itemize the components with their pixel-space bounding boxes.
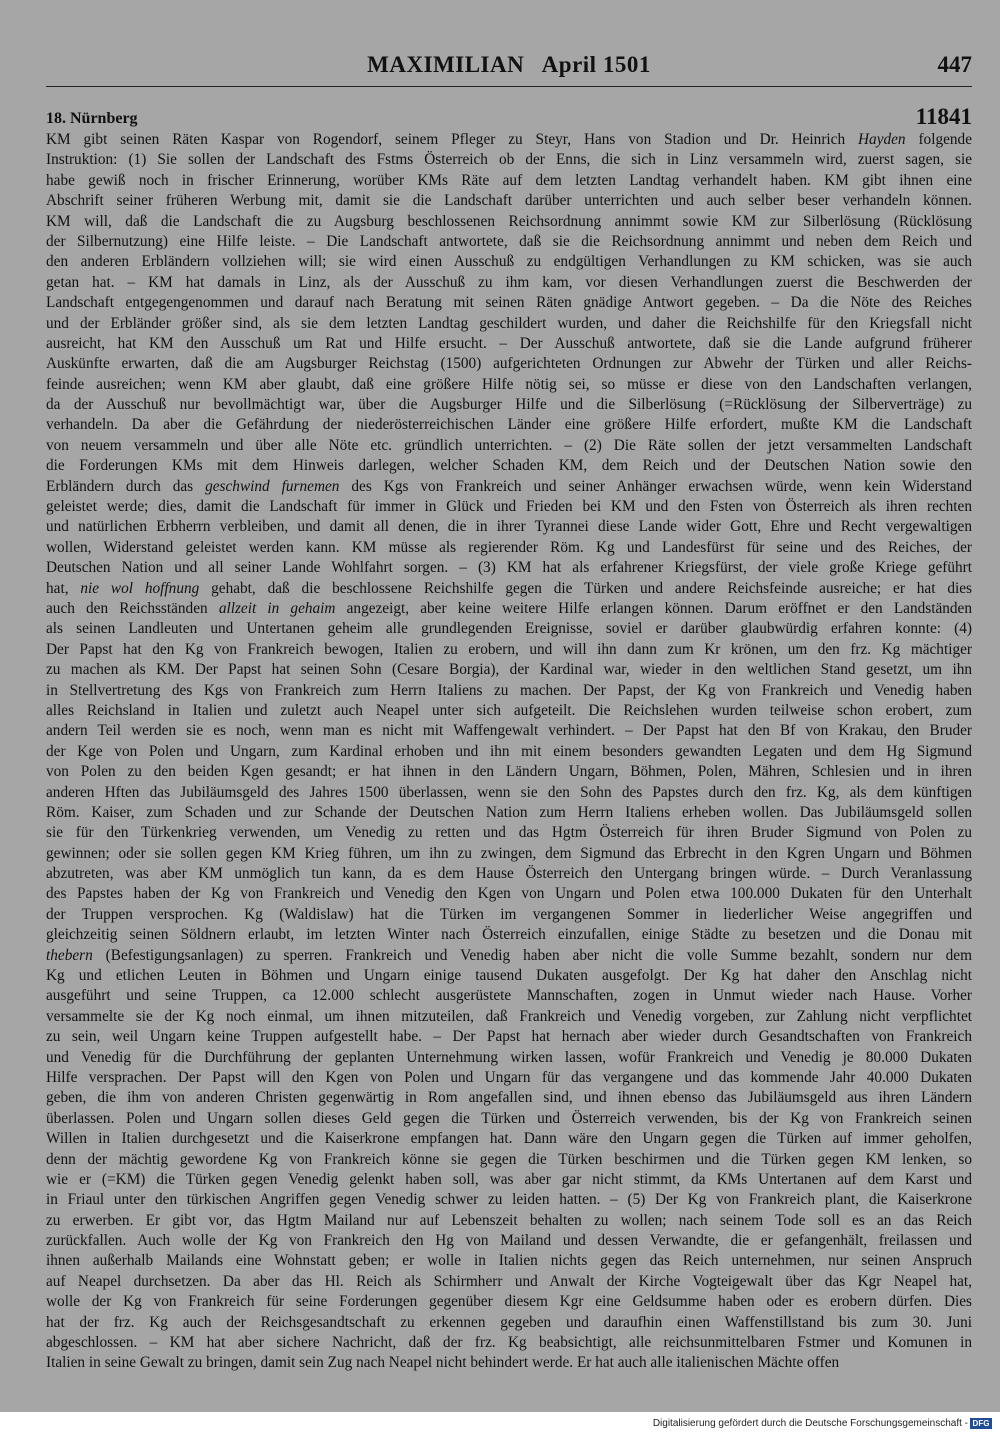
text-line-content: und der Erbländer größer sind, als sie dem letzten Landtag geschildert wurden, und daher die Reichshilfe für den Kriegsfall nicht: [46, 314, 972, 332]
text-line: [46, 273, 972, 293]
text-line: [46, 742, 972, 762]
text-line-continuation: folgende: [905, 131, 972, 148]
text-line: [46, 619, 972, 639]
text-line-content: anderen Hften das Jubiläumsgeld des Jahres 1500 überlassen, wenn sie den Sohn des Papstes durch den frz. Kg, als dem künftigen: [46, 783, 972, 801]
text-line: [46, 1292, 972, 1312]
text-line: [46, 721, 972, 741]
text-line-content: zu sein, weil Ungarn keine Truppen aufgestellt habe. – Der Papst hat hernach aber wieder durch Gesandtschaften von Frankreich: [46, 1028, 972, 1046]
text-line: [46, 517, 972, 537]
text-line-content: wie er (=KM) die Türken gegen Venedig gelenkt haben soll, was aber gar nicht stimmt, da KMs Untertanen auf dem Karst und: [46, 1170, 972, 1188]
text-line: [46, 1251, 972, 1271]
text-line-content: geben, die ihm von anderen Christen gegenwärtig in Rom angefallen sind, und ihnen ebenso das Jubiläumsgeld aus ihren Ländern: [46, 1089, 972, 1107]
entry-heading: [46, 104, 972, 132]
text-line-content: und Venedig für die Durchführung der geplanten Unternehmung wirken lassen, wofür Frankreich und Venedig je 80.000 Dukaten: [46, 1048, 972, 1066]
text-line: [46, 150, 972, 170]
dfg-logo: DFG: [970, 1418, 992, 1429]
text-line: [46, 884, 972, 904]
text-line: [46, 640, 972, 660]
text-line-content: Erbländern durch das: [46, 477, 206, 495]
text-line-content: der Silbernutzung) eine Hilfe leiste. – Die Landschaft antwortete, daß sie die Reichsordnung annimmt und neben dem Reich und: [46, 232, 972, 250]
text-line: [46, 1150, 972, 1170]
text-line: [46, 171, 972, 191]
text-line: [46, 477, 972, 497]
text-line-content: zu machen als KM. Der Papst hat seinen Sohn (Cesare Borgia), der Kardinal war, wieder in den weltlichen Stand gesetzt, um ihn: [46, 661, 972, 679]
text-line: [46, 1109, 972, 1129]
text-line: [46, 986, 972, 1006]
text-line-content: Abschrift seiner früheren Werbung mit, damit sie die Landschaft darüber unterrichten und auch selber beser verhandeln können.: [46, 192, 972, 210]
text-line-content: habe gewiß noch in frischer Erinnerung, worüber KMs Räte auf dem letzten Landtag verhandelt haben. KM gibt ihnen eine: [46, 171, 972, 189]
footer-credit: Digitalisierung gefördert durch die Deutsche Forschungsgemeinschaft -: [652, 1418, 968, 1429]
text-line-content: Kg und etlichen Leuten in Böhmen und Ungarn einige tausend Dukaten ausgefolgt. Der Kg hat daher den Anschlag nicht: [46, 967, 972, 985]
text-line-content: wolle der Kg von Frankreich für seine Forderungen gegenüber diesem Kgr eine Geldsumme haben oder es erobern dürfen. Dies: [46, 1293, 972, 1311]
text-line: [46, 579, 972, 599]
entry-body-text: [46, 130, 972, 1374]
text-line-content: gleichzeitig seinen Söldnern erlaubt, im letzten Winter nach Österreich einzufallen, einige Städte zu besetzen und die Donau mit: [46, 926, 972, 944]
text-line: [46, 966, 972, 986]
text-line: [46, 252, 972, 272]
text-line: [46, 823, 972, 843]
text-line-content: von Polen zu den beiden Kgen gesandt; er hat ihnen in den Ländern Ungarn, Böhmen, Polen, Mähren, Schlesien und in ihren: [46, 763, 972, 781]
text-line: [46, 130, 972, 150]
text-line: [46, 844, 972, 864]
text-line: [46, 1353, 972, 1373]
text-line-content: verhandeln. Da aber die Gefährdung der niederösterreichischen Länder eine größere Hilfe erfordert, mußte KM die Landschaft: [46, 416, 972, 434]
text-line-content: der Kge von Polen und Ungarn, zum Kardinal erhoben und ihn mit einem besonders gewandten Legaten und dem Hg Sigmund: [46, 742, 972, 760]
text-line: [46, 762, 972, 782]
text-line-content: Der Papst hat den Kg von Frankreich bewogen, Italien zu erobern, und will ihn dann zum Kr krönen, um den frz. Kg mächtiger: [46, 640, 972, 658]
text-line: [46, 191, 972, 211]
text-line: [46, 1170, 972, 1190]
text-line: [46, 1027, 972, 1047]
text-line-content: denn der mächtig gewordene Kg von Frankreich könne sie gegen die Türken beschirmen und die Türken gegen KM lenken, so: [46, 1150, 972, 1168]
text-line-content: Auskünfte erwarten, daß die am Augsburger Reichstag (1500) aufgerichteten Ordnungen zur Abwehr der Türken und aller Reichs-: [46, 355, 972, 373]
text-line-content: den anderen Erbländern vollziehen will; sie wird einen Ausschuß zu endgültigen Verhandlungen zu KM schicken, was sie auch: [46, 253, 972, 271]
text-line-content: als seinen Landleuten und Untertanen geheim alle grundlegenden Ereignisse, soviel er darüber glaubwürdig erfahren konnte: (4): [46, 620, 972, 638]
text-line: [46, 395, 972, 415]
text-line-content: hat,: [46, 579, 81, 597]
text-line-content: Landschaft entgegengenommen und darauf nach Beratung mit seinen Räten gnädige Antwort gegeben. – Da die Nöte des Reiches: [46, 294, 972, 312]
text-line-content: versammelte sie der Kg noch einmal, um ihnen mitzuteilen, daß Frankreich und Venedig vorgeben, zur Zahlung nicht verpflichtet: [46, 1007, 972, 1025]
text-line-content: zu erwerben. Er gibt vor, das Hgtm Mailand nur auf Lebenszeit behalten zu wollen; nach seinem Tode soll es an das Reich: [46, 1211, 972, 1229]
text-line: [46, 1333, 972, 1353]
entry-place-date: 18. Nürnberg: [46, 110, 138, 127]
text-line-content: von neuem versammeln und über alle Nöte etc. gründlich unterrichten. – (2) Die Räte sollen der jetzt versammelten Landschaft: [46, 436, 972, 454]
text-line: [46, 375, 972, 395]
text-line-content: getan hat. – KM hat damals in Linz, als der Ausschuß zu ihm kam, vor diesen Verhandlungen zuerst die Beschwerden der: [46, 273, 972, 291]
text-line-content: abgeschlossen. – KM hat aber sichere Nachricht, daß der frz. Kg beabsichtigt, alle reichsunmittelbaren Fstmer und Komunen in: [46, 1334, 972, 1352]
text-line: [46, 946, 972, 966]
italic-quote: allzeit in gehaim: [218, 599, 336, 617]
text-line: [46, 1129, 972, 1149]
text-line: [46, 354, 972, 374]
text-line: [46, 660, 972, 680]
text-line: [46, 701, 972, 721]
text-line-content: feinde ausreichen; wenn KM aber glaubt, daß eine größere Hilfe nötig sei, so müsse er diese von den Landschaften verlangen,: [46, 375, 972, 393]
text-line: [46, 1048, 972, 1068]
text-line-content: wollen, Widerstand geleistet werden kann. KM müsse als regierender Röm. Kg und Landesfürst für seine und des Reiches, der: [46, 538, 972, 556]
text-line: [46, 783, 972, 803]
text-line-content: Italien in seine Gewalt zu bringen, damit sein Zug nach Neapel nicht behindert werde. Er hat auch alle italienischen Mächte offen: [46, 1354, 840, 1372]
text-line: [46, 599, 972, 619]
text-line: [46, 497, 972, 517]
italic-quote: geschwind furnemen: [205, 477, 340, 495]
text-line-content: ausgeführt und seine Truppen, ca 12.000 schlecht ausgerüstete Mannschaften, zogen in Unmut wieder nach Hause. Vorher: [46, 987, 972, 1005]
text-line-content: abzutreten, was aber KM unmöglich tun kann, da es dem Hause Österreich den Untergang bringen würde. – Durch Veranlassung: [46, 865, 972, 883]
text-line: [46, 334, 972, 354]
text-line: [46, 1272, 972, 1292]
text-line: [46, 538, 972, 558]
italic-quote: nie wol hoffnung: [80, 579, 200, 597]
running-head: [46, 52, 972, 84]
text-line-content: geleistet werde; dies, damit die Landschaft für immer in Glück und Frieden bei KM und den Fsten von Österreich als ihren rechten: [46, 498, 972, 516]
text-line: [46, 212, 972, 232]
text-line: [46, 1088, 972, 1108]
text-line: [46, 1007, 972, 1027]
text-line-content: in Stellvertretung des Kgs von Frankreich zum Herrn Italiens zu machen. Der Papst, der Kg von Frankreich und Venedig haben: [46, 681, 972, 699]
entry-number: 11841: [915, 104, 972, 129]
text-line: [46, 1313, 972, 1333]
text-line-content: da der Ausschuß nur bevollmächtigt war, über die Augsburger Hilfe und die Silberlösung (=Rücklösung der Silberverträge) zu: [46, 396, 972, 414]
text-line-content: Röm. Kaiser, zum Schaden und zur Schande der Deutschen Nation zum Herrn Italiens erheben wollen. Das Jubiläumsgeld sollen: [46, 803, 972, 821]
text-line-content: Hilfe versprachen. Der Papst will den Kgen von Polen und Ungarn für das vergangene und das kommende Jahr 40.000 Dukaten: [46, 1068, 972, 1086]
text-line-content: die Forderungen KMs mit dem Hinweis darlegen, welcher Schaden KM, dem Reich und der Deutschen Nation sowie den: [46, 457, 972, 475]
text-line-content: KM will, daß die Landschaft die zu Augsburg beschlossenen Reichsordnung annimmt sowie KM zur Silberlösung (Rücklösung: [46, 212, 972, 230]
text-line-content: alles Reichsland in Italien und zuletzt auch Neapel unter sich aufgeteilt. Die Reichslehen wurden teilweise schon erobert, zum: [46, 701, 972, 719]
text-line-content: gewinnen; oder sie sollen gegen KM Krieg führen, um ihn zu zwingen, dem Sigmund das Erbrecht in den Kgren Ungarn und Böhmen: [46, 844, 972, 862]
text-line: [46, 803, 972, 823]
text-line: [46, 436, 972, 456]
italic-quote: thebern: [46, 946, 93, 964]
footer-bar: [0, 1412, 1000, 1435]
text-line: [46, 293, 972, 313]
text-line: [46, 864, 972, 884]
text-line-content: auf Neapel durchsetzen. Da aber das Hl. Reich als Schirmherr und Anwalt der Kirche Vogteigewalt über das Kgr Neapel hat,: [46, 1272, 972, 1290]
italic-quote: Hayden: [858, 131, 906, 148]
text-line: [46, 925, 972, 945]
text-line-content: der Truppen versprochen. Kg (Waldislaw) hat die Türken im vergangenen Sommer in liederlicher Weise angegriffen und: [46, 905, 972, 923]
text-line-content: ausreicht, hat KM den Ausschuß um Rat und Hilfe ersucht. – Der Ausschuß antwortete, daß sie die Lande aufgrund früherer: [46, 334, 972, 352]
text-line: [46, 558, 972, 578]
text-line-content: des Papstes haben der Kg von Frankreich und Venedig den Kgen von Ungarn und Polen etwa 100.000 Dukaten für den Unterhalt: [46, 885, 972, 903]
text-line: [46, 1190, 972, 1210]
text-line-content: Instruktion: (1) Sie sollen der Landschaft des Fstms Österreich ob der Enns, die sich in Linz versammeln wird, zuerst sagen, sie: [46, 151, 972, 169]
text-line: [46, 681, 972, 701]
text-line-content: sie für den Türkenkrieg verwenden, um Venedig zu retten und das Hgtm Österreich für ihren Bruder Sigmund von Polen zu: [46, 824, 972, 842]
text-line-content: ihnen außerhalb Mailands eine Wohnstatt geben; er wolle in Italien nichts gegen das Reich unternehmen, nur seinen Anspruch: [46, 1252, 972, 1270]
text-line: [46, 314, 972, 334]
text-line-content: Deutschen Nation und all seiner Lande Wohlfahrt sorgen. – (3) KM hat als erfahrener Kriegsfürst, der viele große Kriege geführt: [46, 559, 972, 577]
text-line-content: Willen in Italien durchgesetzt und die Kaiserkrone empfangen hat. Dann wäre den Ungarn gegen die Türken auf immer geholfen,: [46, 1130, 972, 1148]
text-line: [46, 1231, 972, 1251]
text-line-content: auch den Reichsständen: [46, 599, 219, 617]
text-line: [46, 1068, 972, 1088]
text-line: [46, 905, 972, 925]
running-title: MAXIMILIAN April 1501: [367, 52, 651, 77]
text-line-content: zurückfallen. Auch wolle der Kg von Frankreich den Hg von Mailand und dessen Verwandte, die er gefangenhält, freilassen und: [46, 1232, 972, 1250]
text-line-continuation: gehabt, daß die beschlossene Reichshilfe gegen die Türken und andere Reichsfeinde ausreiche; er hat dies: [199, 579, 972, 597]
text-line: [46, 456, 972, 476]
text-line-content: und natürlichen Erbherrn verbleiben, und damit all denen, die in ihrer Tyrannei diese Lande wider Gott, Ehre und Recht vergewaltigen: [46, 518, 972, 536]
page-number: 447: [937, 52, 972, 77]
text-line-content: andern Teil werden sie es noch, wenn man es nicht mit Waffengewalt verhindert. – Der Papst hat den Bf von Krakau, den Bruder: [46, 722, 972, 740]
text-line-continuation: (Befestigungsanlagen) zu sperren. Frankreich und Venedig haben aber nicht die volle Summe bezahlt, sondern nur dem: [92, 946, 972, 964]
text-line-content: hat der frz. Kg auch der Reichsgesandtschaft zu erkennen gegeben und daraufhin einen Waffenstillstand bis zum 30. Juni: [46, 1313, 972, 1331]
text-line: [46, 415, 972, 435]
header-rule: [46, 86, 972, 87]
text-line: [46, 1211, 972, 1231]
text-line-content: überlassen. Polen und Ungarn sollen dieses Geld gegen die Türken und Österreich verwenden, bis der Kg von Frankreich seinen: [46, 1109, 972, 1127]
text-line-content: KM gibt seinen Räten Kaspar von Rogendorf, seinem Pfleger zu Steyr, Hans von Stadion und Dr. Heinrich: [46, 131, 858, 148]
text-line: [46, 232, 972, 252]
text-line-content: in Friaul unter den türkischen Angriffen gegen Venedig schwer zu leiden hatten. – (5) Der Kg von Frankreich plant, die Kaiserkrone: [46, 1191, 972, 1209]
text-line-continuation: angezeigt, aber keine weitere Hilfe erlangen können. Darum eröffnet er den Landständen: [335, 599, 972, 617]
text-line-continuation: des Kgs von Frankreich und seiner Anhänger erwachsen würde, wenn kein Widerstand: [339, 477, 972, 495]
